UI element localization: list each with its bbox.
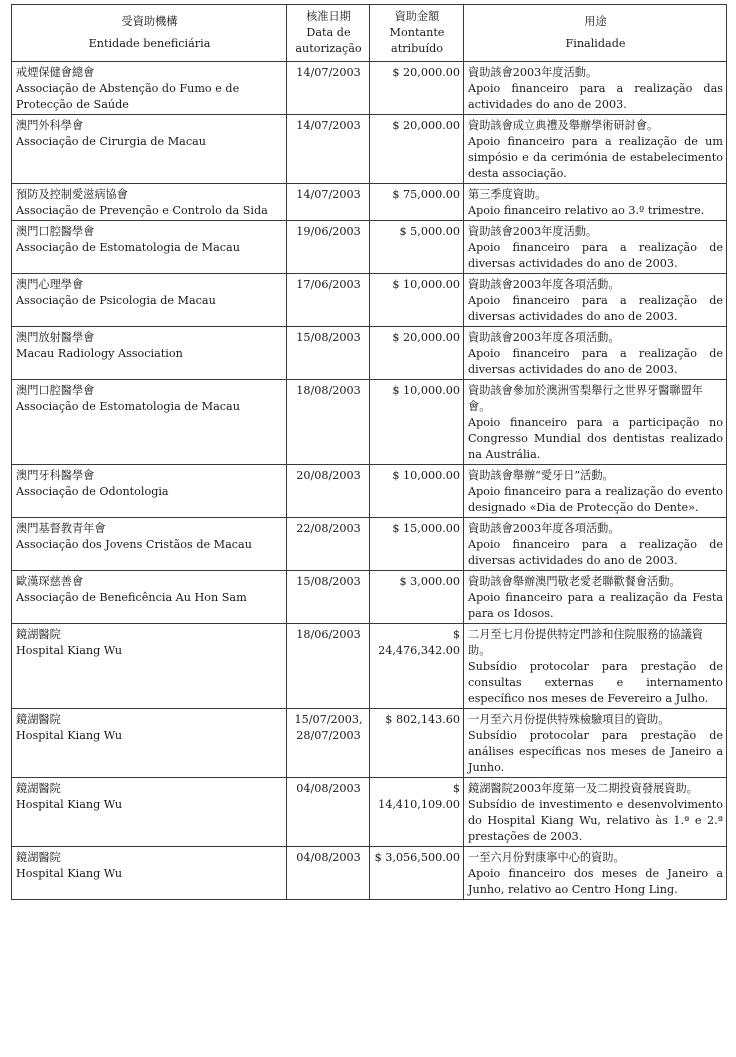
table-row bbox=[12, 184, 727, 221]
entity-pt: Hospital Kiang Wu bbox=[16, 644, 123, 657]
purpose-cell bbox=[464, 518, 727, 571]
entity-cell bbox=[12, 624, 287, 709]
purpose-cell bbox=[464, 327, 727, 380]
table-row bbox=[12, 847, 727, 900]
purpose-cell bbox=[464, 624, 727, 709]
amount-cell: $ 75,000.00 bbox=[370, 184, 464, 221]
purpose-zh: 資助該會2003年度活動。 bbox=[468, 66, 598, 79]
purpose-zh: 鏡湖醫院2003年度第一及二期投資發展資助。 bbox=[468, 782, 698, 795]
purpose-cell bbox=[464, 465, 727, 518]
purpose-zh: 一至六月份對康寧中心的資助。 bbox=[468, 851, 625, 864]
entity-zh: 澳門外科學會 bbox=[16, 119, 84, 132]
entity-cell bbox=[12, 465, 287, 518]
table-row bbox=[12, 518, 727, 571]
entity-pt: Associação de Cirurgia de Macau bbox=[16, 135, 206, 148]
entity-zh: 戒煙保健會總會 bbox=[16, 66, 95, 79]
amount-cell: $ 3,000.00 bbox=[370, 571, 464, 624]
date-cell: 17/06/2003 bbox=[287, 274, 370, 327]
entity-pt: Macau Radiology Association bbox=[16, 347, 183, 360]
entity-cell bbox=[12, 62, 287, 115]
purpose-pt: Apoio financeiro para a realização de diversas actividades do ano de 2003. bbox=[468, 538, 723, 567]
table-row bbox=[12, 778, 727, 847]
amount-cell: $ 24,476,342.00 bbox=[370, 624, 464, 709]
table-row bbox=[12, 327, 727, 380]
entity-pt: Hospital Kiang Wu bbox=[16, 867, 123, 880]
date-cell: 15/08/2003 bbox=[287, 571, 370, 624]
entity-cell bbox=[12, 778, 287, 847]
table-row bbox=[12, 465, 727, 518]
purpose-zh: 資助該會2003年度各項活動。 bbox=[468, 522, 620, 535]
entity-pt: Associação de Estomatologia de Macau bbox=[16, 400, 240, 413]
date-cell: 14/07/2003 bbox=[287, 184, 370, 221]
amount-cell: $ 20,000.00 bbox=[370, 62, 464, 115]
amount-cell: $ 15,000.00 bbox=[370, 518, 464, 571]
entity-pt: Hospital Kiang Wu bbox=[16, 798, 123, 811]
table-row bbox=[12, 624, 727, 709]
purpose-zh: 資助該會2003年度各項活動。 bbox=[468, 331, 620, 344]
header-entity-pt: Entidade beneficiária bbox=[88, 37, 211, 50]
entity-cell bbox=[12, 709, 287, 778]
purpose-cell bbox=[464, 847, 727, 900]
entity-zh: 澳門口腔醫學會 bbox=[16, 225, 95, 238]
entity-pt: Associação de Odontologia bbox=[16, 485, 169, 498]
purpose-pt: Apoio financeiro para a realização do evento designado «Dia de Protecção do Dente». bbox=[468, 485, 723, 514]
amount-cell: $ 20,000.00 bbox=[370, 327, 464, 380]
header-purpose bbox=[464, 5, 727, 62]
entity-pt: Associação dos Jovens Cristãos de Macau bbox=[16, 538, 252, 551]
table-row bbox=[12, 709, 727, 778]
entity-zh: 鏡湖醫院 bbox=[16, 851, 61, 864]
table-row bbox=[12, 221, 727, 274]
header-amount bbox=[370, 5, 464, 62]
purpose-pt: Subsídio protocolar para prestação de análises específicas nos meses de Janeiro a Junho. bbox=[468, 729, 723, 774]
entity-pt: Associação de Prevenção e Controlo da Sida bbox=[16, 204, 268, 217]
header-date bbox=[287, 5, 370, 62]
entity-zh: 澳門牙科醫學會 bbox=[16, 469, 95, 482]
entity-zh: 歐漢琛慈善會 bbox=[16, 575, 84, 588]
entity-pt: Hospital Kiang Wu bbox=[16, 729, 123, 742]
header-purpose-pt: Finalidade bbox=[565, 37, 626, 50]
entity-zh: 鏡湖醫院 bbox=[16, 782, 61, 795]
entity-cell bbox=[12, 847, 287, 900]
table-row bbox=[12, 380, 727, 465]
entity-cell bbox=[12, 274, 287, 327]
purpose-cell bbox=[464, 221, 727, 274]
entity-zh: 澳門心理學會 bbox=[16, 278, 84, 291]
purpose-pt: Apoio financeiro para a realização da Festa para os Idosos. bbox=[468, 591, 723, 620]
purpose-zh: 二月至七月份提供特定門診和住院服務的協議資助。 bbox=[468, 628, 703, 657]
purpose-zh: 資助該會2003年度活動。 bbox=[468, 225, 598, 238]
purpose-pt: Apoio financeiro relativo ao 3.º trimestre. bbox=[468, 204, 705, 217]
table-row bbox=[12, 115, 727, 184]
purpose-cell bbox=[464, 274, 727, 327]
date-cell: 20/08/2003 bbox=[287, 465, 370, 518]
purpose-pt: Subsídio protocolar para prestação de consultas externas e internamento específico nos meses de Fevereiro a Julho. bbox=[468, 660, 723, 705]
entity-zh: 鏡湖醫院 bbox=[16, 628, 61, 641]
entity-zh: 澳門基督教青年會 bbox=[16, 522, 106, 535]
purpose-pt: Apoio financeiro dos meses de Janeiro a Junho, relativo ao Centro Hong Ling. bbox=[468, 867, 723, 896]
header-amount-zh: 資助金額 bbox=[394, 10, 440, 23]
entity-pt: Associação de Psicologia de Macau bbox=[16, 294, 216, 307]
purpose-zh: 第三季度資助。 bbox=[468, 188, 547, 201]
amount-cell: $ 10,000.00 bbox=[370, 380, 464, 465]
date-cell: 18/06/2003 bbox=[287, 624, 370, 709]
purpose-pt: Apoio financeiro para a realização de um simpósio e da cerimónia de estabelecimento desta associação. bbox=[468, 135, 723, 180]
entity-cell bbox=[12, 115, 287, 184]
purpose-pt: Subsídio de investimento e desenvolvimento do Hospital Kiang Wu, relativo às 1.ª e 2.ª prestações de 2003. bbox=[468, 798, 723, 843]
entity-zh: 澳門口腔醫學會 bbox=[16, 384, 95, 397]
amount-cell: $ 802,143.60 bbox=[370, 709, 464, 778]
date-cell: 18/08/2003 bbox=[287, 380, 370, 465]
entity-cell bbox=[12, 221, 287, 274]
purpose-zh: 資助該會2003年度各項活動。 bbox=[468, 278, 620, 291]
table-row bbox=[12, 274, 727, 327]
purpose-pt: Apoio financeiro para a realização de diversas actividades do ano de 2003. bbox=[468, 294, 723, 323]
entity-pt: Associação de Beneficência Au Hon Sam bbox=[16, 591, 247, 604]
date-cell: 22/08/2003 bbox=[287, 518, 370, 571]
entity-cell bbox=[12, 571, 287, 624]
purpose-pt: Apoio financeiro para a realização de diversas actividades do ano de 2003. bbox=[468, 347, 723, 376]
purpose-pt: Apoio financeiro para a realização das actividades do ano de 2003. bbox=[468, 82, 723, 111]
entity-zh: 預防及控制愛滋病協會 bbox=[16, 188, 128, 201]
entity-cell bbox=[12, 518, 287, 571]
purpose-zh: 資助該會成立典禮及舉辦學術研討會。 bbox=[468, 119, 659, 132]
table-row bbox=[12, 62, 727, 115]
purpose-cell bbox=[464, 380, 727, 465]
purpose-zh: 資助該會舉辦澳門敬老愛老聯歡餐會活動。 bbox=[468, 575, 681, 588]
date-cell: 15/07/2003, 28/07/2003 bbox=[287, 709, 370, 778]
table-row bbox=[12, 571, 727, 624]
purpose-zh: 一月至六月份提供特殊檢驗項目的資助。 bbox=[468, 713, 670, 726]
header-purpose-zh: 用途 bbox=[584, 15, 607, 28]
header-date-pt: Data de autorização bbox=[295, 26, 362, 55]
amount-cell: $ 14,410,109.00 bbox=[370, 778, 464, 847]
purpose-cell bbox=[464, 184, 727, 221]
table-header-row bbox=[12, 5, 727, 62]
purpose-zh: 資助該會舉辦“愛牙日”活動。 bbox=[468, 469, 614, 482]
date-cell: 14/07/2003 bbox=[287, 62, 370, 115]
amount-cell: $ 10,000.00 bbox=[370, 274, 464, 327]
amount-cell: $ 3,056,500.00 bbox=[370, 847, 464, 900]
purpose-cell bbox=[464, 571, 727, 624]
purpose-cell bbox=[464, 778, 727, 847]
purpose-zh: 資助該會參加於澳洲雪梨舉行之世界牙醫聯盟年會。 bbox=[468, 384, 703, 413]
grants-table bbox=[11, 4, 727, 900]
purpose-cell bbox=[464, 709, 727, 778]
date-cell: 04/08/2003 bbox=[287, 778, 370, 847]
purpose-cell bbox=[464, 115, 727, 184]
entity-zh: 澳門放射醫學會 bbox=[16, 331, 95, 344]
entity-zh: 鏡湖醫院 bbox=[16, 713, 61, 726]
amount-cell: $ 5,000.00 bbox=[370, 221, 464, 274]
purpose-cell bbox=[464, 62, 727, 115]
header-entity bbox=[12, 5, 287, 62]
date-cell: 14/07/2003 bbox=[287, 115, 370, 184]
header-entity-zh: 受資助機構 bbox=[121, 15, 178, 28]
amount-cell: $ 10,000.00 bbox=[370, 465, 464, 518]
entity-cell bbox=[12, 184, 287, 221]
purpose-pt: Apoio financeiro para a participação no Congresso Mundial dos dentistas realizado na Austrália. bbox=[468, 416, 723, 461]
date-cell: 04/08/2003 bbox=[287, 847, 370, 900]
entity-pt: Associação de Estomatologia de Macau bbox=[16, 241, 240, 254]
date-cell: 19/06/2003 bbox=[287, 221, 370, 274]
header-date-zh: 核准日期 bbox=[306, 10, 351, 23]
entity-cell bbox=[12, 327, 287, 380]
purpose-pt: Apoio financeiro para a realização de diversas actividades do ano de 2003. bbox=[468, 241, 723, 270]
date-cell: 15/08/2003 bbox=[287, 327, 370, 380]
entity-cell bbox=[12, 380, 287, 465]
amount-cell: $ 20,000.00 bbox=[370, 115, 464, 184]
header-amount-pt: Montante atribuído bbox=[389, 26, 445, 55]
entity-pt: Associação de Abstenção do Fumo e de Protecção de Saúde bbox=[16, 82, 240, 111]
